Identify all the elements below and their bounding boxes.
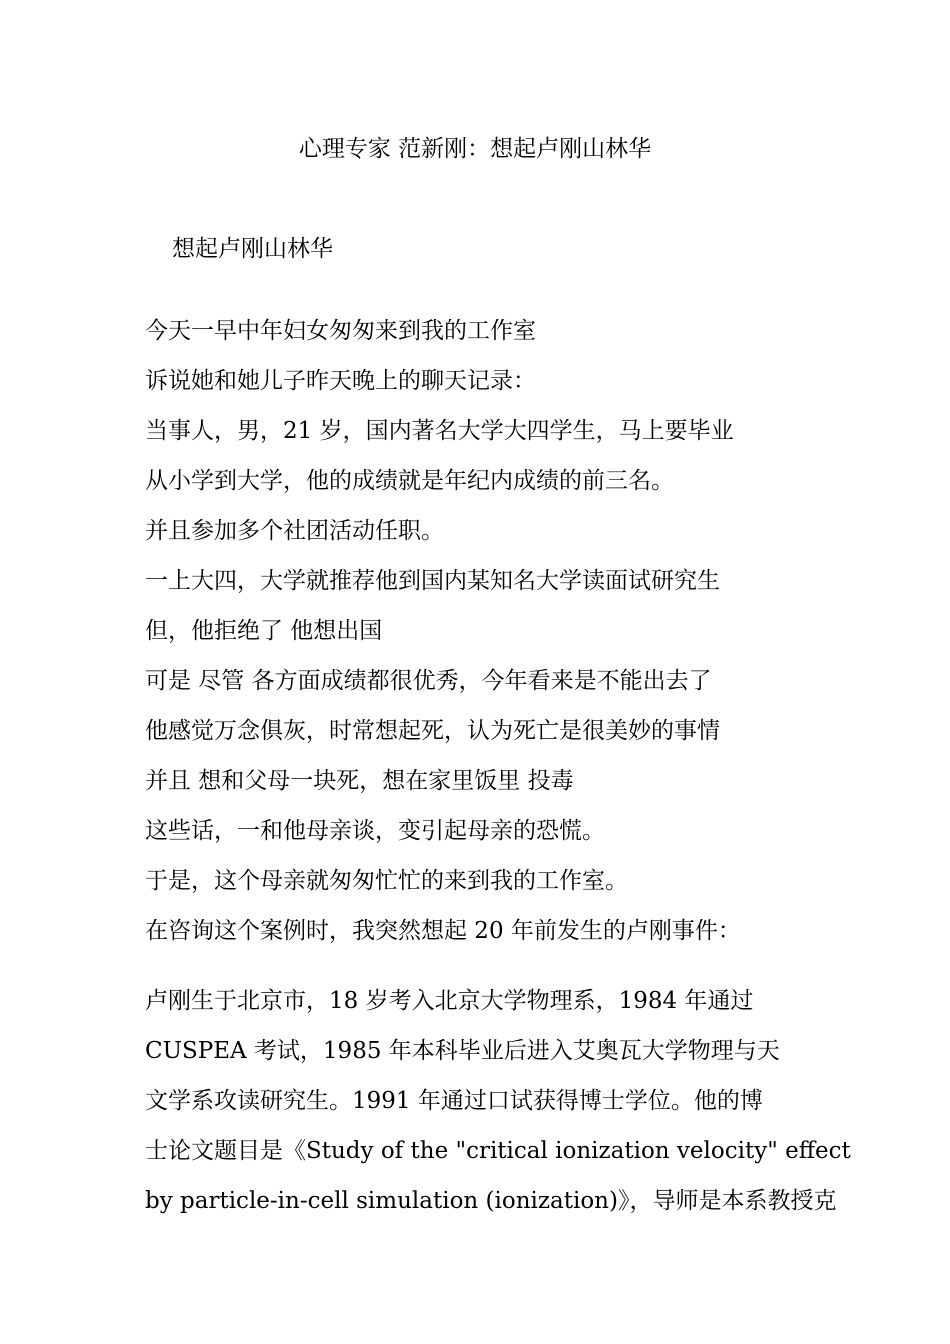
text-line: 可是 尽管 各方面成绩都很优秀，今年看来是不能出去了	[145, 668, 712, 694]
paragraph-block-lugang	[145, 976, 851, 1226]
text-line: 这些话，一和他母亲谈，变引起母亲的恐慌。	[145, 818, 605, 844]
text-line: 但，他拒绝了 他想出国	[145, 618, 383, 644]
text-line: 今天一早中年妇女匆匆来到我的工作室	[145, 318, 536, 344]
text-line: 并且 想和父母一块死，想在家里饭里 投毒	[145, 768, 574, 794]
text-line: 他感觉万念俱灰，时常想起死，认为死亡是很美妙的事情	[145, 718, 720, 744]
document-subtitle: 想起卢刚山林华	[172, 236, 333, 262]
text-line: CUSPEA 考试，1985 年本科毕业后进入艾奥瓦大学物理与天	[145, 1038, 780, 1064]
text-line: 并且参加多个社团活动任职。	[145, 518, 444, 544]
text-line: 在咨询这个案例时，我突然想起 20 年前发生的卢刚事件：	[145, 918, 741, 944]
text-line: 文学系攻读研究生。1991 年通过口试获得博士学位。他的博	[145, 1088, 763, 1114]
text-line: 诉说她和她儿子昨天晚上的聊天记录：	[145, 368, 536, 394]
text-line: 一上大四，大学就推荐他到国内某知名大学读面试研究生	[145, 568, 720, 594]
text-line: 当事人，男，21 岁，国内著名大学大四学生，马上要毕业	[145, 418, 734, 444]
text-line: 卢刚生于北京市，18 岁考入北京大学物理系，1984 年通过	[145, 988, 754, 1014]
text-line: 从小学到大学，他的成绩就是年纪内成绩的前三名。	[145, 468, 674, 494]
text-line: 于是，这个母亲就匆匆忙忙的来到我的工作室。	[145, 868, 628, 894]
paragraph-block-case	[145, 306, 825, 956]
text-line: 士论文题目是《Study of the "critical ionization velocity" effect	[145, 1138, 851, 1164]
document-title: 心理专家 范新刚：想起卢刚山林华	[298, 136, 652, 162]
text-line: by particle-in-cell simulation (ionization)》，导师是本系教授克	[145, 1188, 837, 1214]
